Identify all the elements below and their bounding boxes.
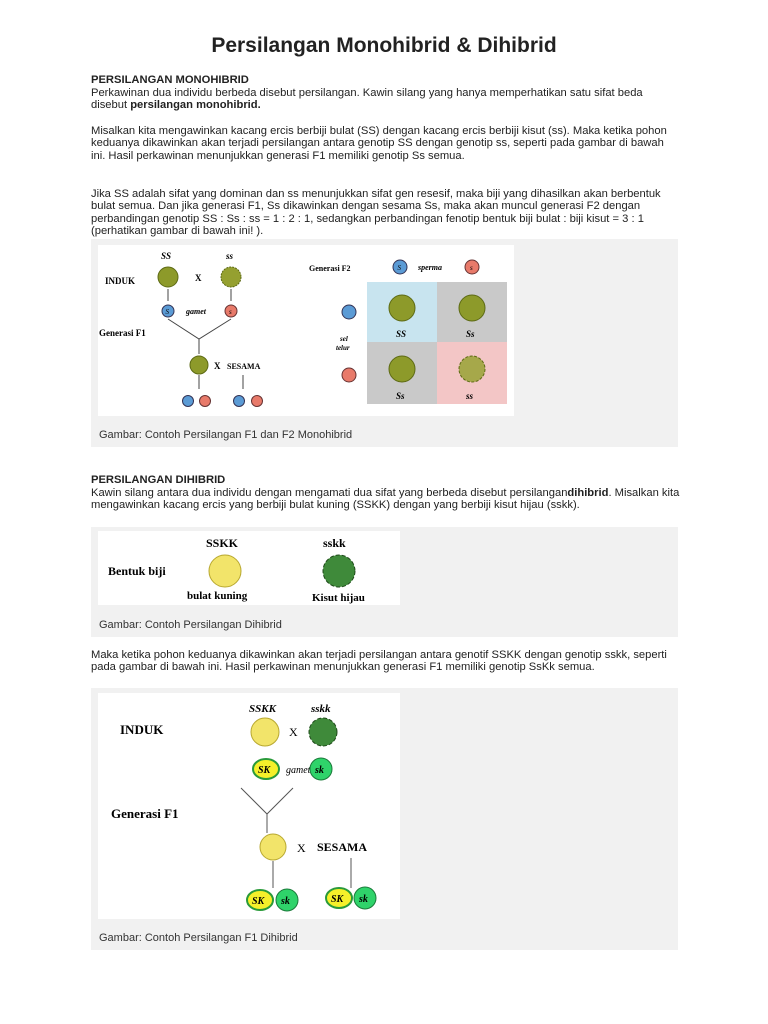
telur-label: telur bbox=[336, 344, 350, 352]
green-wrinkled-seed-icon bbox=[309, 718, 337, 746]
allele-label: s bbox=[470, 264, 473, 272]
cell-genotype: ss bbox=[466, 391, 474, 401]
di-paragraph-1 bbox=[91, 487, 681, 512]
cross-x: X bbox=[297, 841, 306, 855]
gamete-label: SK bbox=[331, 894, 344, 905]
round-seed-icon bbox=[158, 267, 178, 287]
f1-seed-icon bbox=[190, 356, 208, 374]
cell-genotype: Ss bbox=[396, 391, 405, 401]
page-title: Persilangan Monohibrid & Dihibrid bbox=[211, 34, 557, 57]
allele-S-icon bbox=[183, 396, 194, 407]
round-seed-icon bbox=[389, 295, 415, 321]
round-seed-icon bbox=[459, 295, 485, 321]
mono-caption: Gambar: Contoh Persilangan F1 dan F2 Monohibrid bbox=[99, 429, 353, 441]
di-paragraph-2: Maka ketika pohon keduanya dikawinkan akan terjadi persilangan antara genotif SSKK dengan genotip sskk, seperti pada gambar di bawah ini. Hasil perkawinan menunjukkan generasi F1 memiliki genotip SsKk semua. bbox=[91, 649, 667, 674]
di-p1-text-end: . Misalkan kita mengawinkan kacang ercis yang berbiji bulat kuning (SSKK) dengan yang berbiji kisut hijau (sskk). bbox=[91, 487, 680, 512]
di-heading: PERSILANGAN DIHIBRID bbox=[91, 474, 226, 486]
mono-paragraph-2: Misalkan kita mengawinkan kacang ercis berbiji bulat (SS) dengan kacang ercis berbiji kisut (ss). Maka ketika pohon keduanya dikawinkan akan terjadi persilangan antara genotip SS dengan genotip ss, seperti pada gambar di bawah ini. Hasil perkawinan menunjukkan generasi F1 memiliki genotip Ss semua. bbox=[91, 125, 667, 162]
mono-p1-bold: persilangan monohibrid. bbox=[130, 99, 261, 112]
induk-label: INDUK bbox=[105, 276, 136, 286]
green-wrinkled-seed-icon bbox=[323, 555, 355, 587]
gamete-label: SK bbox=[258, 765, 271, 776]
cross-x: X bbox=[289, 725, 298, 739]
wrinkled-seed-icon bbox=[221, 267, 241, 287]
yellow-round-seed-icon bbox=[209, 555, 241, 587]
allele-s-icon bbox=[200, 396, 211, 407]
gamet-label: gamet bbox=[186, 307, 206, 316]
SSKK-label: SSKK bbox=[206, 536, 239, 550]
mono-p1-text: Perkawinan dua individu berbeda disebut persilangan. Kawin silang yang hanya memperhatikan satu sifat beda disebut bbox=[91, 87, 643, 112]
gamete-label: sk bbox=[315, 765, 324, 776]
allele-s-icon bbox=[252, 396, 263, 407]
di-p1-bold: dihibrid bbox=[567, 487, 609, 499]
mono-paragraph-1 bbox=[91, 87, 681, 112]
di-p1-text: Kawin silang antara dua individu dengan mengamati dua sifat yang berbeda disebut persilangan bbox=[91, 487, 568, 499]
mono-paragraph-3: Jika SS adalah sifat yang dominan dan ss menunjukkan sifat gen resesif, maka biji yang dihasilkan akan berbentuk bulat semua. Dan jika generasi F1, Ss dikawinkan dengan sesama Ss, maka akan muncul generasi F2 dengan perbandingan genotip SS : Ss : ss = 1 : 2 : 1, sedangkan perbandingan fenotip bentuk biji bulat : biji kisut = 3 : 1 (perhatikan gambar di bawah ini! ). bbox=[91, 188, 661, 238]
cell-genotype: Ss bbox=[466, 329, 475, 339]
generasi-f2-label: Generasi F2 bbox=[309, 264, 351, 273]
telur-S-icon bbox=[342, 305, 356, 319]
sesama-label: SESAMA bbox=[317, 840, 368, 854]
sel-label: sel bbox=[340, 335, 348, 343]
di-figure-1 bbox=[91, 527, 678, 607]
wrinkled-seed-icon bbox=[459, 356, 485, 382]
di-caption-1: Gambar: Contoh Persilangan Dihibrid bbox=[99, 619, 282, 631]
di-figure-2-panel bbox=[91, 688, 678, 950]
di-figure-2 bbox=[91, 688, 678, 922]
kisut-hijau-label: Kisut hijau bbox=[312, 592, 365, 604]
cell-genotype: SS bbox=[396, 329, 407, 339]
allele-label: s bbox=[229, 308, 232, 316]
mono-heading: PERSILANGAN MONOHIBRID bbox=[91, 74, 249, 86]
gamet-label: gamet bbox=[286, 765, 311, 776]
allele-label: S bbox=[165, 308, 169, 316]
cross-x: X bbox=[195, 273, 202, 283]
gamete-label: sk bbox=[359, 894, 368, 905]
mono-figure-panel bbox=[91, 239, 678, 447]
generasi-f1-label: Generasi F1 bbox=[111, 806, 179, 821]
sskk-label: sskk bbox=[323, 536, 346, 550]
cross-x: X bbox=[214, 361, 221, 371]
yellow-round-seed-icon bbox=[251, 718, 279, 746]
sperma-label: sperma bbox=[418, 263, 442, 272]
bentuk-biji-label: Bentuk biji bbox=[108, 564, 166, 578]
bulat-kuning-label: bulat kuning bbox=[187, 590, 248, 602]
generasi-f1-label: Generasi F1 bbox=[99, 328, 146, 338]
di-figure-1-panel bbox=[91, 527, 678, 637]
telur-s-icon bbox=[342, 368, 356, 382]
allele-label: S bbox=[397, 264, 401, 272]
di-caption-2: Gambar: Contoh Persilangan F1 Dihibrid bbox=[99, 932, 298, 944]
sesama-label: SESAMA bbox=[227, 362, 261, 371]
allele-S-icon bbox=[234, 396, 245, 407]
parent-SS-label: SS bbox=[161, 251, 172, 261]
parent-ss-label: ss bbox=[226, 251, 234, 261]
SSKK-label: SSKK bbox=[249, 703, 276, 715]
mono-figure bbox=[91, 239, 678, 447]
sskk-label: sskk bbox=[311, 703, 331, 715]
f1-seed-icon bbox=[260, 834, 286, 860]
round-seed-icon bbox=[389, 356, 415, 382]
gamete-label: sk bbox=[281, 896, 290, 907]
induk-label: INDUK bbox=[120, 722, 164, 737]
gamete-label: SK bbox=[252, 896, 265, 907]
